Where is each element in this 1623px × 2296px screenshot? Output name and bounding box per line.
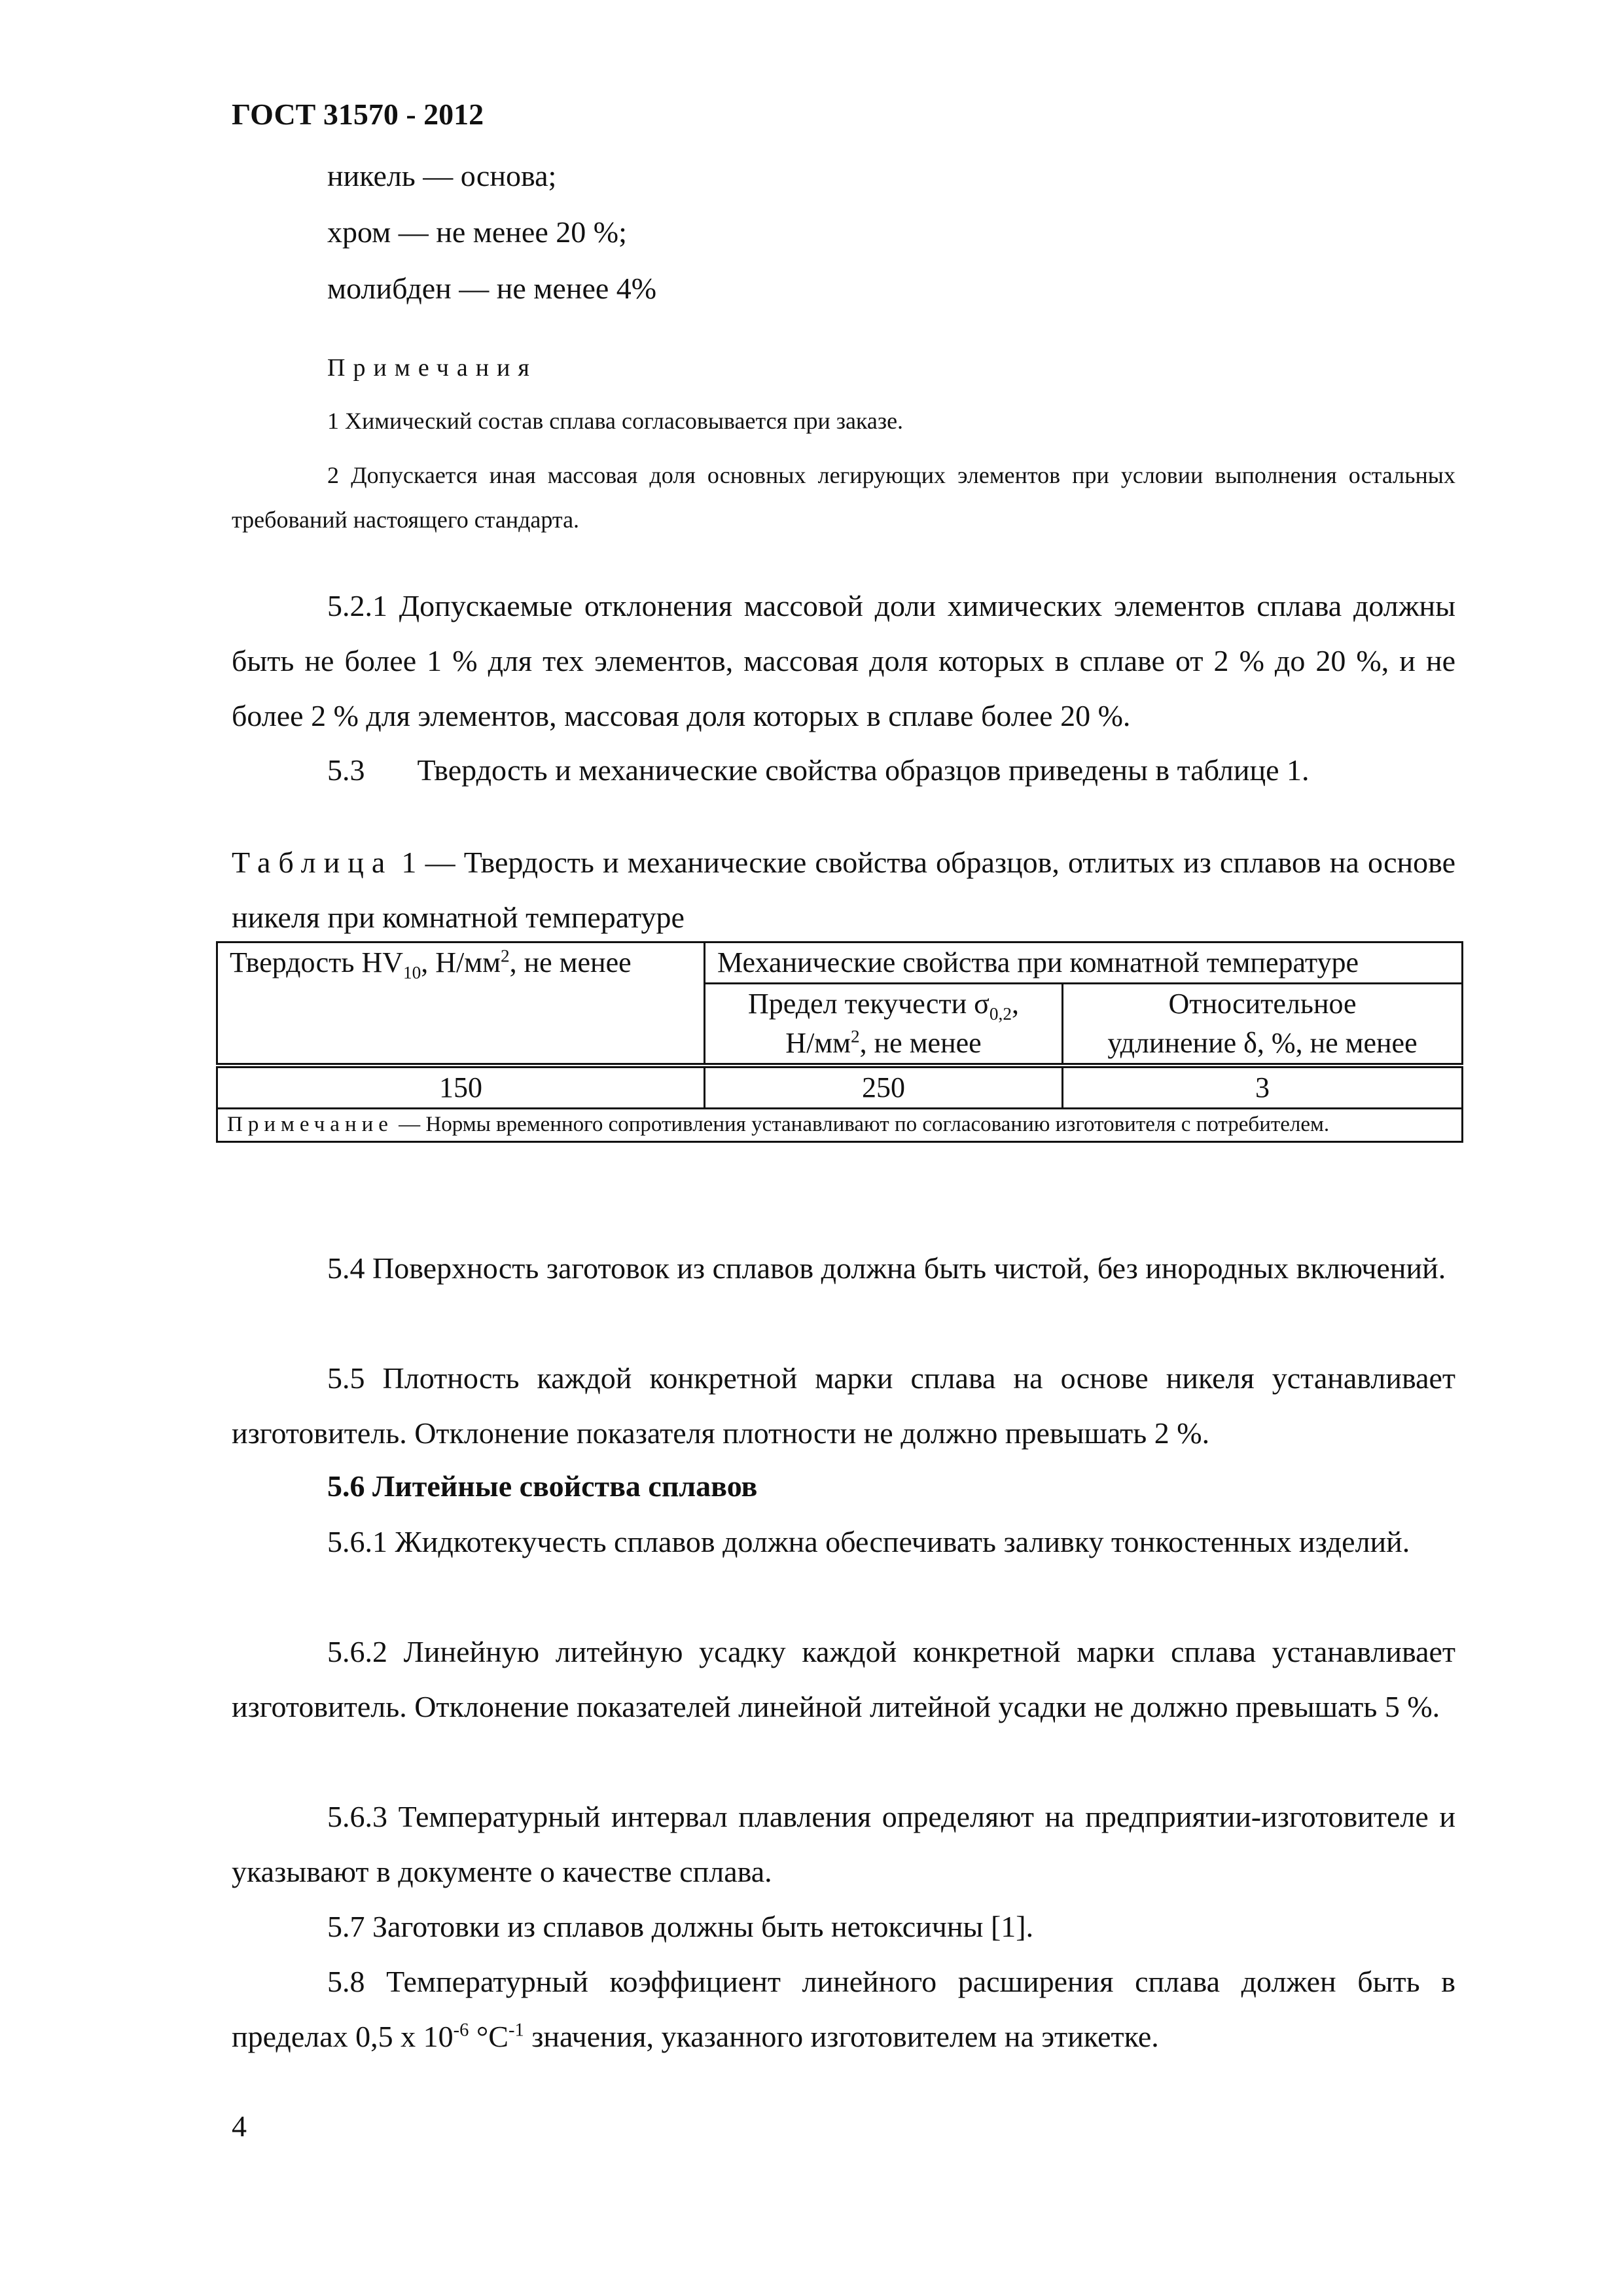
table-note: Примечание — Нормы временного сопротивления устанавливают по согласованию изготовителя с потребителем. bbox=[217, 1109, 1463, 1142]
paragraph-5-6-2: 5.6.2 Линейную литейную усадку каждой конкретной марки сплава устанавливает изготовитель. Отклонение показателей линейной литейной усадки не должно превышать 5 %. bbox=[232, 1635, 1455, 1723]
section-heading-5-6: 5.6 Литейные свойства сплавов bbox=[327, 1469, 758, 1503]
header-hardness: Твердость $HV_{10}$, $Н/мм^2$, не менее bbox=[217, 942, 705, 1066]
paragraph-5-8: 5.8 Температурный коэффициент линейного расширения сплава должен быть в пределах 0,5 х $10^{-6}$ $^\circ С^{-1}$ значения, указанного изготовителем на этикетке. bbox=[232, 1965, 1455, 2053]
paragraph-5-2-1: 5.2.1 Допускаемые отклонения массовой доли химических элементов сплава должны быть не более 1 % для тех элементов, массовая доля которых в сплаве от 2 % до 20 %, и не более 2 % для элементов, массовая доля которых в сплаве более 20 %. bbox=[232, 589, 1455, 732]
value-elongation: 3 bbox=[1063, 1066, 1463, 1109]
paragraph-5-5: 5.5 Плотность каждой конкретной марки сплава на основе никеля устанавливает изготовитель. Отклонение показателя плотности не должно превышать 2 %. bbox=[232, 1361, 1455, 1450]
value-yield-strength: 250 bbox=[705, 1066, 1063, 1109]
composition-item-molybdenum: молибден — не менее 4% bbox=[327, 272, 657, 305]
value-hardness: 150 bbox=[217, 1066, 705, 1109]
paragraph-5-7: 5.7 Заготовки из сплавов должны быть нетоксичны [1]. bbox=[327, 1910, 1034, 1943]
header-yield-strength: Предел текучести $\sigma_{0,2}$, $Н/мм^2$, не менее bbox=[705, 984, 1063, 1066]
composition-item-nickel: никель — основа; bbox=[327, 159, 557, 192]
header-mechanical: Механические свойства при комнатной температуре bbox=[705, 942, 1463, 984]
document-id: ГОСТ 31570 - 2012 bbox=[232, 98, 484, 131]
paragraph-5-6-3: 5.6.3 Температурный интервал плавления определяют на предприятии-изготовителе и указывают в документе о качестве сплава. bbox=[232, 1800, 1455, 1888]
paragraph-5-6-1: 5.6.1 Жидкотекучесть сплавов должна обеспечивать заливку тонкостенных изделий. bbox=[327, 1525, 1410, 1558]
paragraph-5-3-text: Твердость и механические свойства образцов приведены в таблице 1. bbox=[417, 753, 1310, 787]
note-1: 1 Химический состав сплава согласовывается при заказе. bbox=[327, 408, 904, 434]
paragraph-5-4: 5.4 Поверхность заготовок из сплавов должна быть чистой, без инородных включений. bbox=[327, 1251, 1446, 1285]
table-caption-text: 1 — Твердость и механические свойства образцов, отлитых из сплавов на основе никеля при комнатной температуре bbox=[232, 846, 1455, 934]
properties-table bbox=[216, 941, 1463, 1143]
paragraph-5-3 bbox=[327, 753, 1310, 787]
table-caption-word: Таблица bbox=[232, 846, 393, 879]
table-caption bbox=[232, 835, 1455, 945]
notes-heading: Примечания bbox=[327, 354, 537, 382]
composition-item-chromium: хром — не менее 20 %; bbox=[327, 215, 627, 249]
note-2: 2 Допускается иная массовая доля основных легирующих элементов при условии выполнения остальных требований настоящего стандарта. bbox=[232, 462, 1455, 533]
header-elongation: Относительное удлинение δ, %, не менее bbox=[1063, 984, 1463, 1066]
page-number: 4 bbox=[232, 2109, 247, 2143]
paragraph-5-3-number: 5.3 bbox=[327, 753, 365, 787]
